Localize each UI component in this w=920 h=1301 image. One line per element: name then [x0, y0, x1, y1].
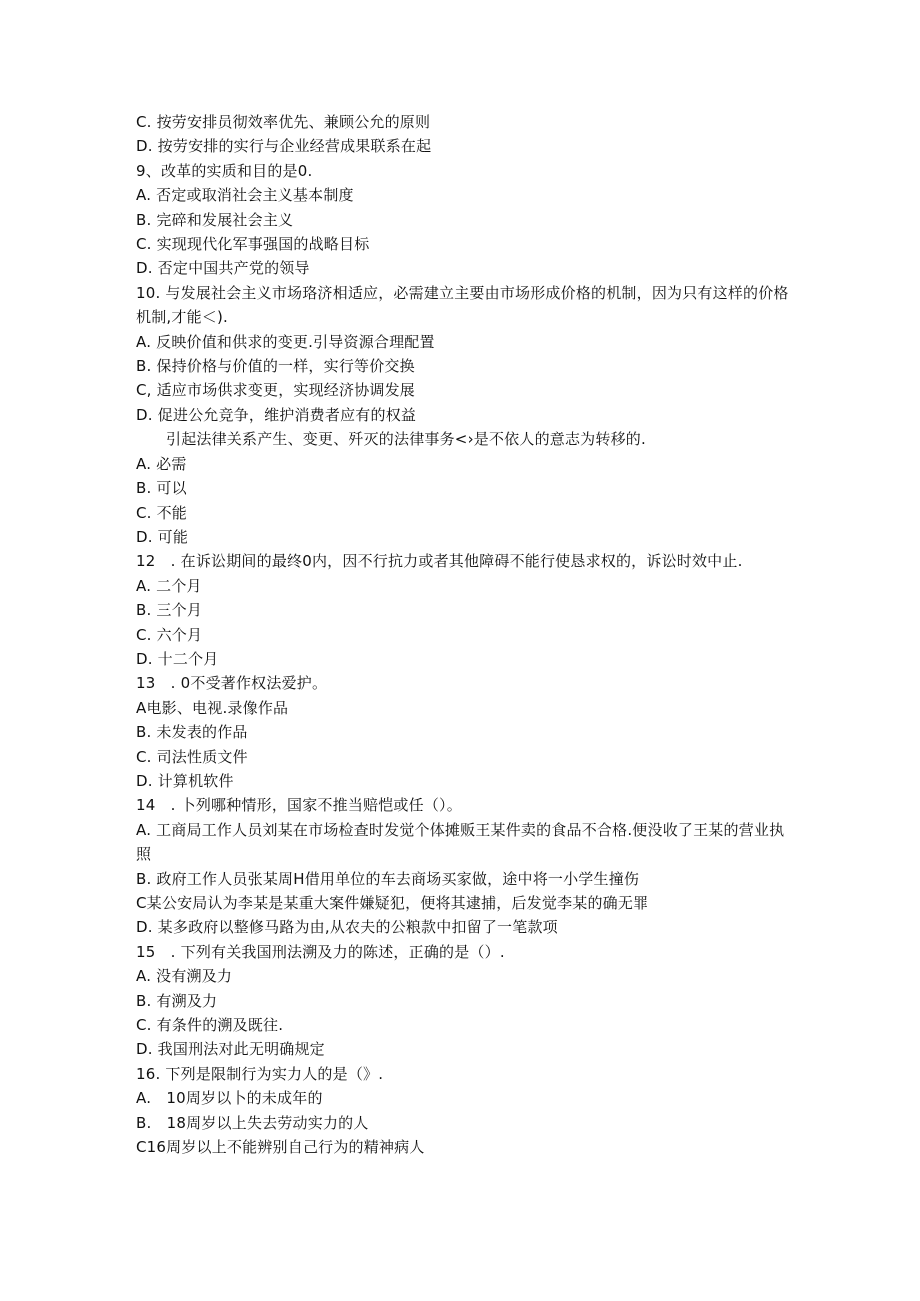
option-d-q14: D. 某多政府以整修马路为由,从农夫的公粮款中扣留了一笔款项: [136, 918, 558, 937]
question-9: 9、改革的实质和目的是0.: [136, 161, 313, 180]
question-10: 10. 与发展社会主义市场珞济相适应，必需建立主要由市场形成价格的机制，因为只有这样的价格机制,才能＜).: [136, 283, 789, 327]
option-a-q15: A. 没有溯及力: [136, 967, 233, 986]
option-c-q9: C. 实现现代化军事强国的战略目标: [136, 235, 370, 254]
question-16: 16. 下列是限制行为实力人的是（》.: [136, 1064, 384, 1083]
option-b-q14: B. 政府工作人员张某周H借用单位的车去商场买家做，途中将一小学生撞伤: [136, 869, 640, 888]
question-13: 13 . 0不受著作权法爱护。: [136, 674, 328, 693]
option-d-q10: D. 促进公允竞争，维护消费者应有的权益: [136, 405, 417, 424]
option-a-q14: A. 工商局工作人员刘某在市场检查时发觉个体摊贩王某件卖的食品不合格.便没收了王某的营业执照: [136, 820, 785, 864]
option-b-q10: B. 保持价格与价值的一样，实行等价交换: [136, 357, 415, 376]
option-c-q8: C. 按劳安排员彻效率优先、兼顾公允的原则: [136, 113, 431, 131]
option-b-q15: B. 有溯及力: [136, 991, 218, 1010]
option-a-q13: A电影、电视.录像作品: [136, 698, 289, 717]
option-d-q9: D. 否定中国共产党的领导: [136, 259, 310, 278]
option-b-q11: B. 可以: [136, 479, 187, 498]
document-page: [136, 110, 796, 1159]
option-c-q12: C. 六个月: [136, 625, 203, 644]
option-d-q11: D. 可能: [136, 527, 189, 546]
question-14: 14 . 卜列哪种情形，国家不推当赔恺或任（）。: [136, 796, 462, 815]
question-12: 12 . 在诉讼期间的最终0内，因不行抗力或者其他障碍不能行使恳求权的，诉讼时效中止.: [136, 552, 743, 571]
option-c-q10: C, 适应市场供求变更，实现经济协调发展: [136, 381, 416, 400]
option-b-q13: B. 未发表的作品: [136, 723, 248, 742]
option-a-q10: A. 反映价值和供求的变更.引导资源合理配置: [136, 332, 435, 351]
option-a-q9: A. 否定或取消社会主义基本制度: [136, 186, 354, 205]
option-b-q16: B. 18周岁以上失去劳动实力的人: [136, 1113, 369, 1132]
option-d-q15: D. 我国刑法对此无明确规定: [136, 1040, 325, 1059]
option-c-q14: C某公安局认为李某是某重大案件嫌疑犯，便将其逮捕，后发觉李某的确无罪: [136, 894, 649, 912]
option-a-q16: A. 10周岁以卜的未成年的: [136, 1089, 323, 1108]
option-c-q11: C. 不能: [136, 503, 188, 522]
option-c-q15: C. 有条件的溯及既往.: [136, 1016, 284, 1035]
option-d-q12: D. 十二个月: [136, 649, 219, 668]
option-b-q12: B. 三个月: [136, 601, 203, 620]
option-a-q11: A. 必需: [136, 454, 187, 473]
question-15: 15 . 下列有关我国刑法溯及力的陈述，正确的是（）.: [136, 942, 505, 961]
option-c-q13: C. 司法性质文件: [136, 747, 248, 766]
option-c-q16: C16周岁以上不能辨别自己行为的精神病人: [136, 1138, 425, 1157]
option-d-q8: D. 按劳安排的实行与企业经营成果联系在起: [136, 137, 432, 156]
option-b-q9: B. 完碎和发展社会主义: [136, 210, 294, 229]
option-a-q12: A. 二个月: [136, 576, 202, 595]
option-d-q13: D. 计算机软件: [136, 771, 234, 790]
question-11: 引起法律关系产生、变更、歼灭的法律事务<›是不依人的意志为转移的.: [166, 430, 646, 449]
